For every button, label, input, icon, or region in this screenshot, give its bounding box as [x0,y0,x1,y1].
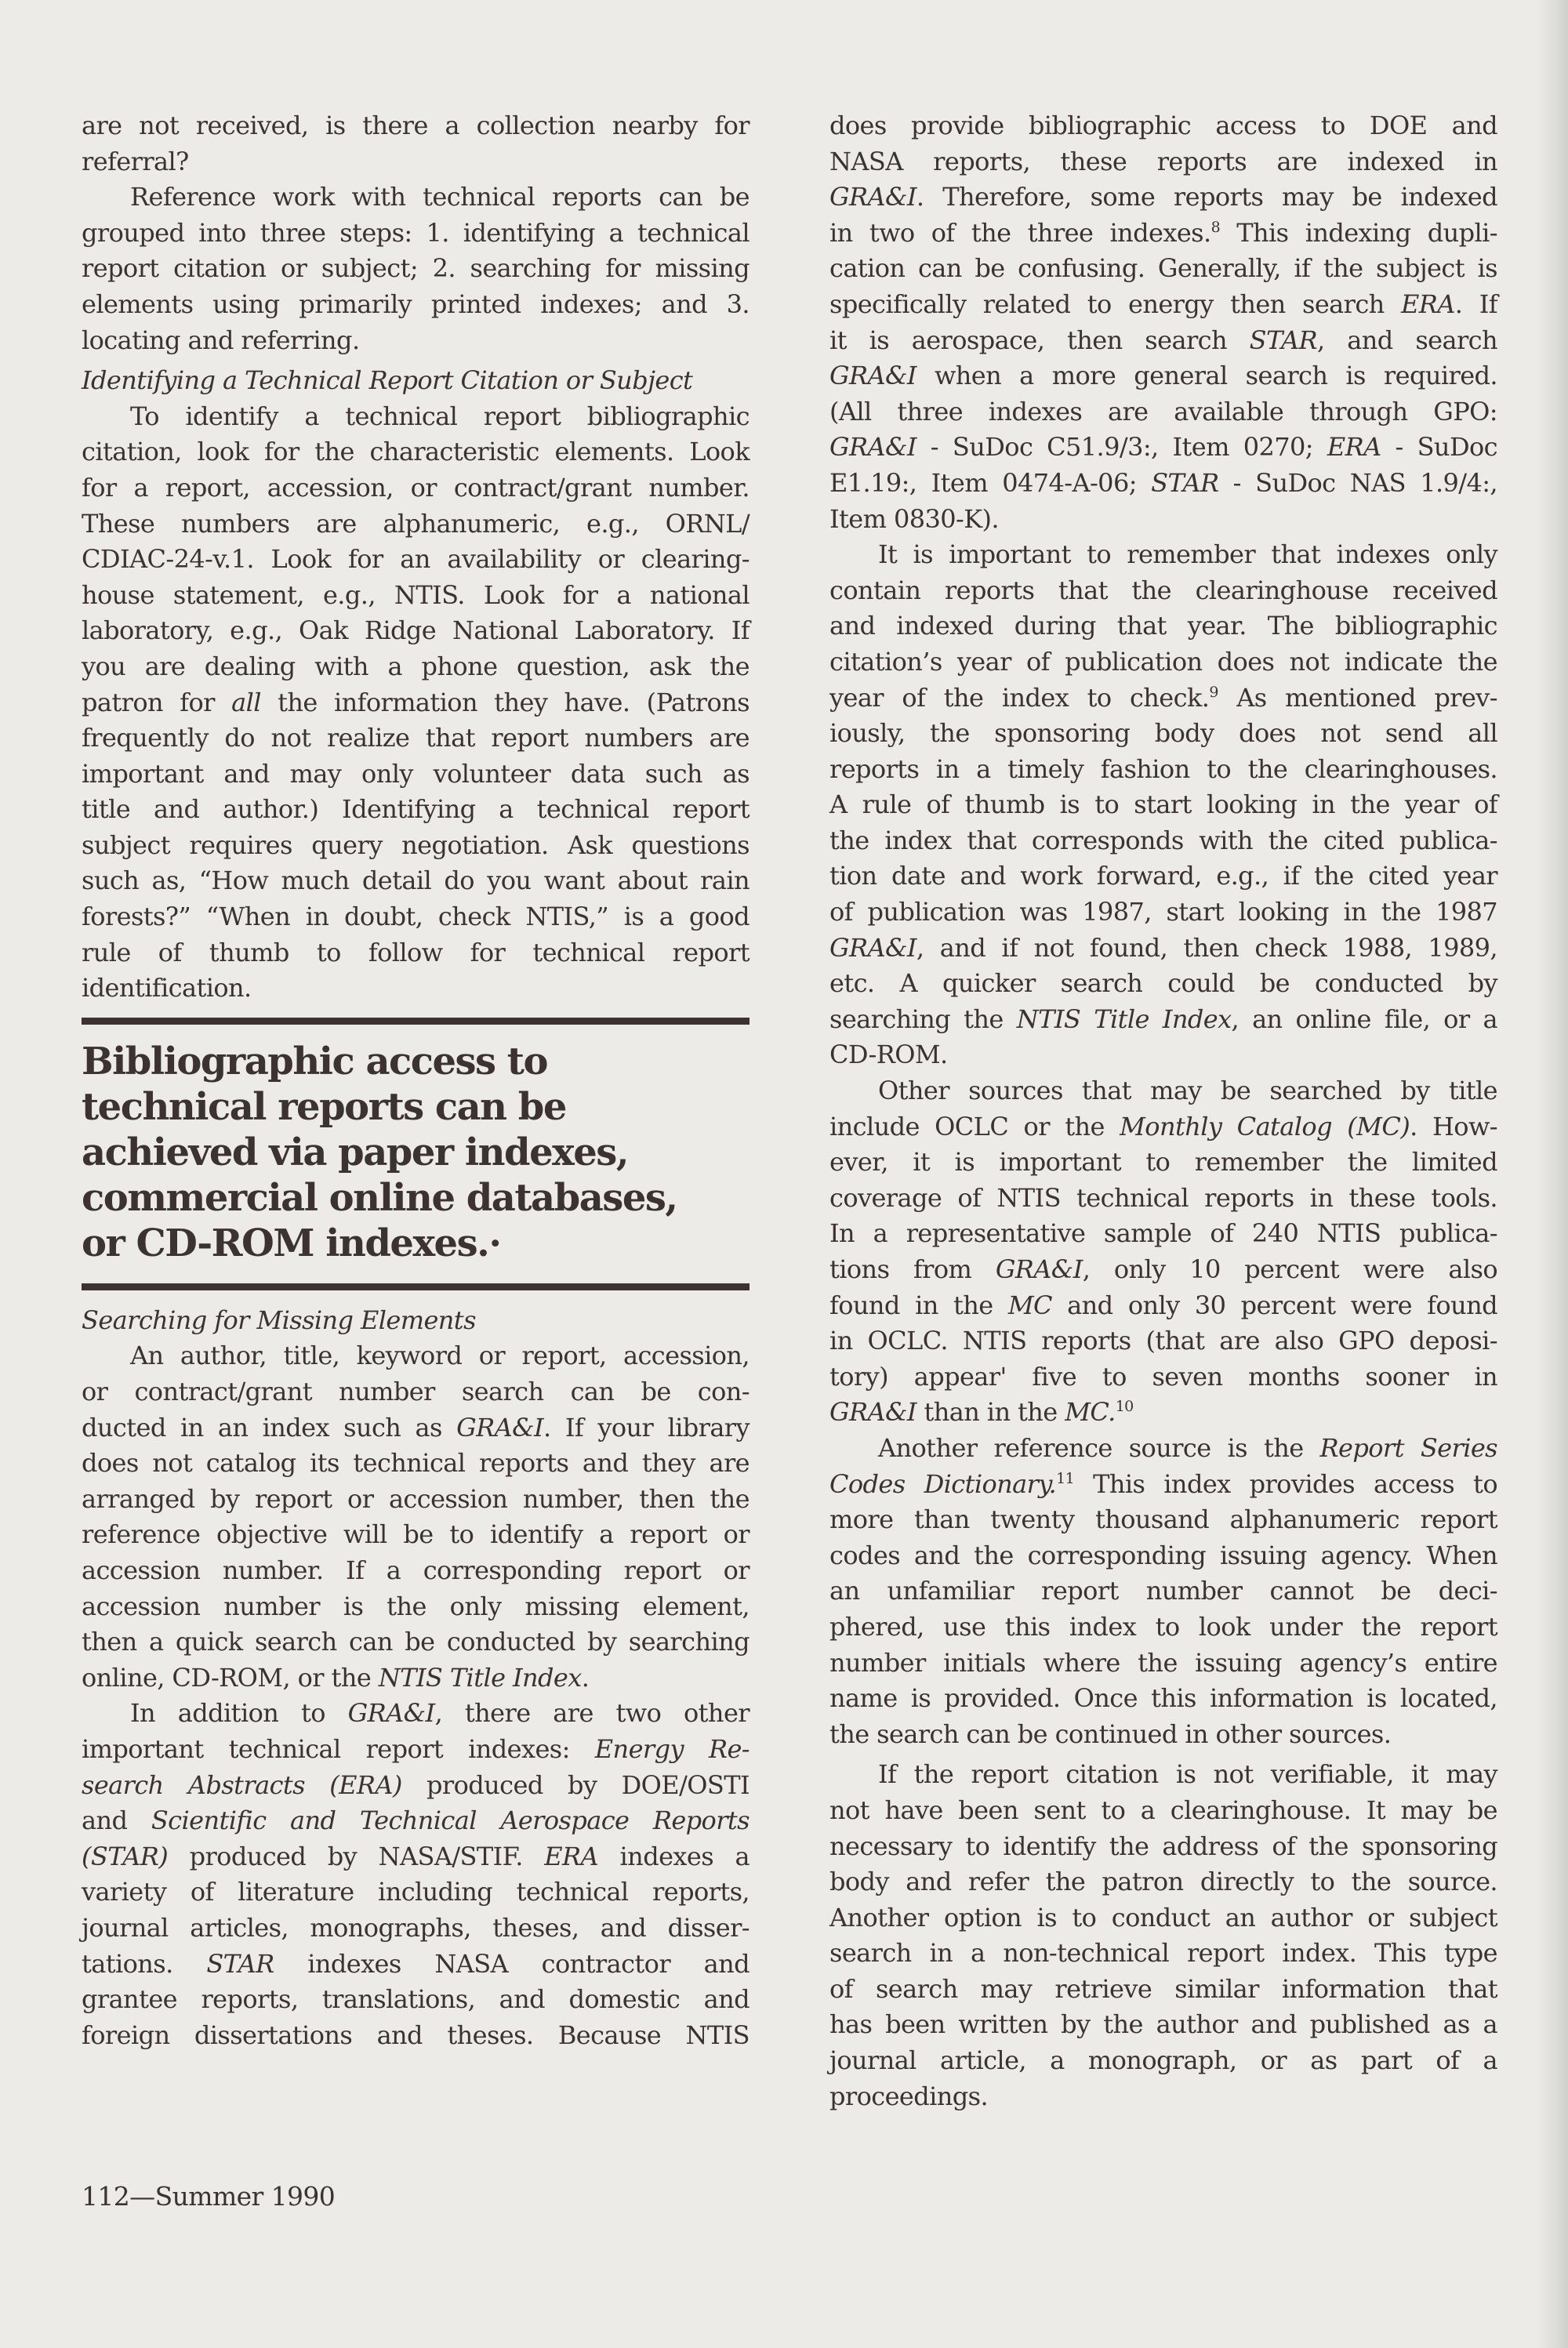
text-line: coverage of NTIS technical reports in these tools. [829,1182,1497,1213]
text-line: the search can be continued in other sources. [829,1718,1392,1749]
text-line: an unfamiliar report number cannot be deci- [829,1576,1497,1606]
text-line: forests?” “When in doubt, check NTIS,” is a good [82,902,750,932]
text-line: reports in a timely fashion to the clearinghouses. [829,753,1497,784]
text-line: name is provided. Once this information is located, [829,1683,1497,1714]
text-line: journal article, a monograph, or as part of a [829,2045,1497,2076]
text-line: journal articles, monographs, theses, and disser- [82,1912,750,1943]
text-line: CD-ROM. [829,1040,948,1070]
text-line: referral? [82,146,189,176]
text-line: tations. STAR indexes NASA contractor and [82,1948,750,1979]
text-line: etc. A quicker search could be conducted by [829,968,1497,999]
emphasis: all [231,687,261,717]
text-line: important and may only volunteer data such as [82,758,750,789]
text-line: contain reports that the clearinghouse received [829,575,1497,605]
text-line: (All three indexes are available through GPO: [829,396,1497,426]
text-line: and indexed during that year. The bibliographic [829,611,1497,641]
text-line: include OCLC or the Monthly Catalog (MC). How- [829,1111,1497,1141]
text-line: Reference work with technical reports can be [130,182,750,212]
text-line: you are dealing with a phone question, ask the [82,651,750,681]
text-line: In a representative sample of 240 NTIS publica- [829,1218,1497,1249]
footnote-ref: 10 [1115,1398,1134,1416]
text-line: E1.19:, Item 0474-A-06; STAR - SuDoc NAS 1.9/4:, [829,467,1497,498]
text-line: then a quick search can be conducted by searching [82,1627,750,1657]
pull-quote-line: technical reports can be [82,1084,566,1129]
text-line: GRA&I when a more general search is required. [829,361,1497,391]
text-line: rule of thumb to follow for technical report [82,937,750,967]
text-line: CDIAC-24-v.1. Look for an availability or clearing- [82,544,750,575]
text-line: GRA&I than in the MC.$^{10}$ [829,1397,1134,1428]
text-line: grantee reports, translations, and domestic and [82,1984,750,2015]
pull-quote-line: Bibliographic access to [82,1039,547,1083]
text-line: To identify a technical report bibliographic [130,401,750,431]
pull-quote-line: or CD-ROM indexes.· [82,1221,501,1265]
text-line: specifically related to energy then search ERA. If [829,289,1497,319]
text-line: has been written by the author and published as a [829,2009,1497,2040]
text-line: variety of literature including technical reports, [82,1877,750,1907]
text-line: Other sources that may be searched by title [878,1076,1497,1106]
text-line: These numbers are alphanumeric, e.g., ORNL/ [82,508,750,539]
text-line: GRA&I. Therefore, some reports may be indexed [829,182,1497,212]
text-line: in OCLC. NTIS reports (that are also GPO deposi- [829,1326,1497,1356]
text-line: found in the MC and only 30 percent were found [829,1290,1497,1320]
text-line: A rule of thumb is to start looking in the year of [829,789,1497,820]
text-line: foreign dissertations and theses. Because NTIS [82,2020,750,2050]
text-line: frequently do not realize that report numbers are [82,723,750,753]
footnote-ref: 11 [1056,1469,1075,1487]
footnote-ref: 9 [1209,683,1218,701]
text-line: Item 0830-K). [829,503,999,534]
footnote-ref: 8 [1210,218,1221,236]
text-line: An author, title, keyword or report, accession, [130,1341,750,1371]
text-line: citation’s year of publication does not indicate the [829,646,1497,677]
text-line: locating and referring. [82,325,360,355]
section-subhead: Searching for Missing Elements [82,1305,476,1335]
text-line: cation can be confusing. Generally, if the subject is [829,253,1497,284]
text-line: codes and the corresponding issuing agency. When [829,1540,1497,1570]
text-line: house statement, e.g., NTIS. Look for a national [82,579,750,610]
section-subhead: Identifying a Technical Report Citation or Subject [82,365,693,396]
text-line: ducted in an index such as GRA&I. If your library [82,1412,750,1443]
text-line: Another option is to conduct an author or subject [829,1902,1497,1932]
text-line: of publication was 1987, start looking in the 1987 [829,897,1497,927]
text-line: important technical report indexes: Energy Re- [82,1733,750,1764]
text-line: tions from GRA&I, only 10 percent were also [829,1254,1497,1284]
text-line: Another reference source is the Report Series [878,1432,1497,1463]
text-line: grouped into three steps: 1. identifying a technical [82,217,750,248]
text-line: subject requires query negotiation. Ask questions [82,829,750,860]
text-line: more than twenty thousand alphanumeric report [829,1504,1497,1535]
text-line: phered, use this index to look under the report [829,1611,1497,1642]
text-line: for a report, accession, or contract/grant number. [82,472,750,503]
text-line: (STAR) produced by NASA/STIF. ERA indexes a [82,1841,750,1871]
text-line: the index that corresponds with the cited publica- [829,825,1497,855]
text-line: accession number is the only missing element, [82,1591,750,1621]
text-line: such as, “How much detail do you want about rain [82,866,750,896]
text-line: search Abstracts (ERA) produced by DOE/OSTI [82,1769,750,1800]
text-line: reference objective will be to identify a report or [82,1519,750,1550]
text-line: iously, the sponsoring body does not send all [829,718,1497,749]
text-line: GRA&I, and if not found, then check 1988, 1989, [829,932,1497,963]
text-line: tory) appear' five to seven months sooner in [829,1361,1497,1392]
text-line: citation, look for the characteristic elements. Look [82,437,750,467]
text-line: and Scientific and Technical Aerospace Reports [82,1805,750,1836]
text-line: ever, it is important to remember the limited [829,1147,1497,1178]
pull-quote-line: commercial online databases, [82,1175,677,1220]
text-line: does provide bibliographic access to DOE and [829,111,1497,140]
text-line: it is aerospace, then search STAR, and search [829,325,1497,355]
text-line: are not received, is there a collection nearby for [82,111,750,140]
text-line: NASA reports, these reports are indexed in [829,146,1497,176]
text-line: report citation or subject; 2. searching for missing [82,253,750,284]
text-line: laboratory, e.g., Oak Ridge National Laboratory. If [82,615,750,646]
text-line: elements using primarily printed indexes; and 3. [82,289,750,319]
text-line: accession number. If a corresponding report or [82,1555,750,1585]
text-line: arranged by report or accession number, then the [82,1483,750,1514]
text-line: GRA&I - SuDoc C51.9/3:, Item 0270; ERA - SuDoc [829,432,1497,463]
text-line: or contract/grant number search can be con- [82,1377,750,1407]
text-line: online, CD-ROM, or the NTIS Title Index. [82,1662,590,1693]
text-line: In addition to GRA&I, there are two other [130,1698,750,1729]
text-line: in two of the three indexes.$^8$ This indexing dupli- [829,217,1497,248]
text-line: searching the NTIS Title Index, an online file, or a [829,1003,1497,1034]
text-line: proceedings. [829,2081,989,2111]
pull-quote-line: achieved via paper indexes, [82,1130,629,1174]
text-line: body and refer the patron directly to the source. [829,1867,1497,1897]
page-folio: 112—Summer 1990 [82,2181,336,2212]
text-line: not have been sent to a clearinghouse. It may be [829,1795,1497,1825]
text-line: patron for all the information they have. (Patrons [82,687,750,717]
text-line: search in a non-technical report index. This type [829,1938,1497,1969]
text-line: does not catalog its technical reports and they are [82,1448,750,1479]
text-line: tion date and work forward, e.g., if the cited year [829,861,1497,891]
text-line: identification. [82,973,252,1003]
text-line: year of the index to check.$^9$ As mentioned prev- [829,682,1497,713]
text-line: number initials where the issuing agency’s entire [829,1647,1497,1678]
right-column [829,108,1497,2114]
text-line: If the report citation is not verifiable, it may [878,1759,1497,1790]
page-edge-shadow [1537,0,1568,2348]
pull-quote [82,1018,750,1290]
text-line: It is important to remember that indexes only [878,539,1497,570]
left-column [82,108,750,2053]
text-line: necessary to identify the address of the sponsoring [829,1831,1497,1861]
text-line: title and author.) Identifying a technical report [82,794,750,825]
text-line: Codes Dictionary.$^{11}$ This index provides access to [829,1468,1497,1499]
text-line: of search may retrieve similar information that [829,1973,1497,2004]
